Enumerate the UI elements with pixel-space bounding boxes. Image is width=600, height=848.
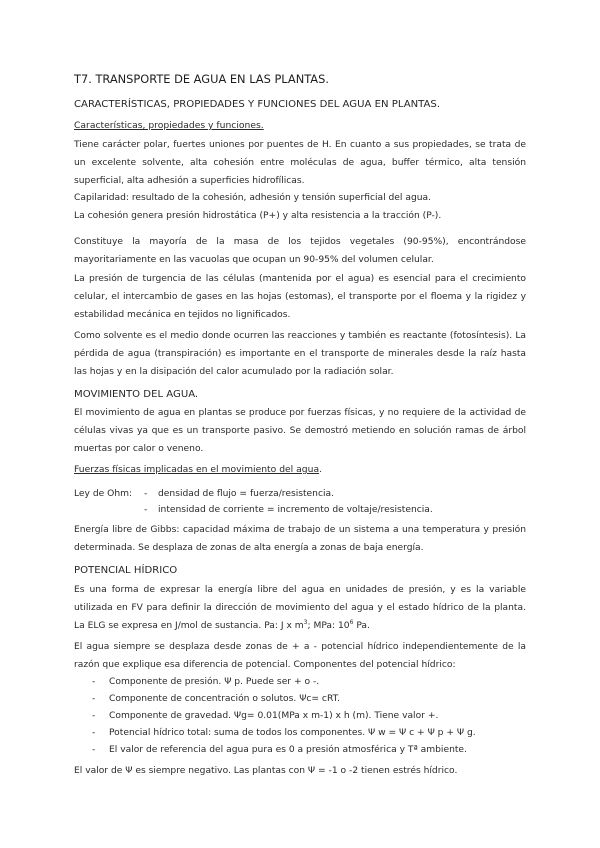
ohm-item-1: densidad de flujo = fuerza/resistencia. [158,489,335,499]
wp-mid: ; MPa: 10 [307,621,350,631]
wp-end: Pa. [353,621,370,631]
component-dash-2: - [92,694,96,704]
paragraph-water-potential [74,581,526,635]
paragraph-turgor: La presión de turgencia de las células (mantenida por el agua) es esencial para el crecimiento celular, el intercambio de gases en las hojas (estomas), el transporte por el floema y la rigidez y estabilidad mecánica en tejidos no lignificados. [74,274,526,320]
section-heading-characteristics: CARACTERÍSTICAS, PROPIEDADES Y FUNCIONES DEL AGUA EN PLANTAS. [74,99,441,110]
wp-text: Es una forma de expresar la energía libre del agua en unidades de presión, y es la variable utilizada en FV para definir la dirección de movimiento del agua y el estado hídrico de la planta. La ELG se expresa en J/mol de sustancia. Pa: J x m [74,585,526,631]
subheading-forces-period: . [319,464,322,475]
ohm-dash-1: - [144,489,148,499]
line-cohesion: La cohesión genera presión hidrostática (P+) y alta resistencia a la tracción (P-). [74,211,442,221]
final-statement: El valor de Ψ es siempre negativo. Las plantas con Ψ = -1 o -2 tienen estrés hídrico. [74,766,458,776]
paragraph-movement: El movimiento de agua en plantas se produce por fuerzas físicas, y no requiere de la actividad de células vivas ya que es un transporte pasivo. Se demostró metiendo en solución ramas de árbol muertas por calor o veneno. [74,408,526,454]
ohm-item-2: intensidad de corriente = incremento de voltaje/resistencia. [158,505,433,515]
wp-sup-2: 6 [349,619,354,626]
paragraph-gibbs: Energía libre de Gibbs: capacidad máxima de trabajo de un sistema a una temperatura y presión determinada. Se desplaza de zonas de alta energía a zonas de baja energía. [74,525,526,553]
component-gravity: Componente de gravedad. Ψg= 0.01(MPa x m-1) x h (m). Tiene valor +. [109,711,439,721]
component-total: Potencial hídrico total: suma de todos los componentes. Ψ w = Ψ c + Ψ p + Ψ g. [109,728,476,738]
component-solutes: Componente de concentración o solutos. Ψc= cRT. [109,694,341,704]
ohm-law-label: Ley de Ohm: [74,489,133,499]
ohm-dash-2: - [144,505,148,515]
paragraph-components: El agua siempre se desplaza desde zonas de + a - potencial hídrico independientemente de la razón que explique esa diferencia de potencial. Componentes del potencial hídrico: [74,642,526,670]
line-capillarity: Capilaridad: resultado de la cohesión, adhesión y tensión superficial del agua. [74,193,432,203]
paragraph-mass: Constituye la mayoría de la masa de los tejidos vegetales (90-95%), encontrándose mayoritariamente en las vacuolas que ocupan un 90-95% del volumen celular. [74,237,526,265]
component-pressure: Componente de presión. Ψ p. Puede ser + o -. [109,677,320,687]
subheading-forces [74,464,526,475]
component-dash-3: - [92,711,96,721]
section-heading-movement: MOVIMIENTO DEL AGUA. [74,389,199,400]
component-reference: El valor de referencia del agua pura es 0 a presión atmosférica y Tª ambiente. [109,745,467,755]
paragraph-polar: Tiene carácter polar, fuertes uniones por puentes de H. En cuanto a sus propiedades, se trata de un excelente solvente, alta cohesión entre moléculas de agua, buffer térmico, alta tensión superficial, alta adhesión a superficies hidrofílicas. [74,140,526,186]
subheading-forces-text: Fuerzas físicas implicadas en el movimiento del agua [74,464,320,475]
component-dash-4: - [92,728,96,738]
document-title: T7. TRANSPORTE DE AGUA EN LAS PLANTAS. [74,72,329,86]
component-dash-1: - [92,677,96,687]
section-heading-water-potential: POTENCIAL HÍDRICO [74,565,178,576]
subheading-properties: Características, propiedades y funciones. [74,120,264,131]
wp-sup-1: 3 [303,619,308,626]
paragraph-solvent: Como solvente es el medio donde ocurren las reacciones y también es reactante (fotosíntesis). La pérdida de agua (transpiración) es importante en el transporte de minerales desde la raíz hasta las hojas y en la disipación del calor acumulado por la radiación solar. [74,331,526,377]
component-dash-5: - [92,745,96,755]
